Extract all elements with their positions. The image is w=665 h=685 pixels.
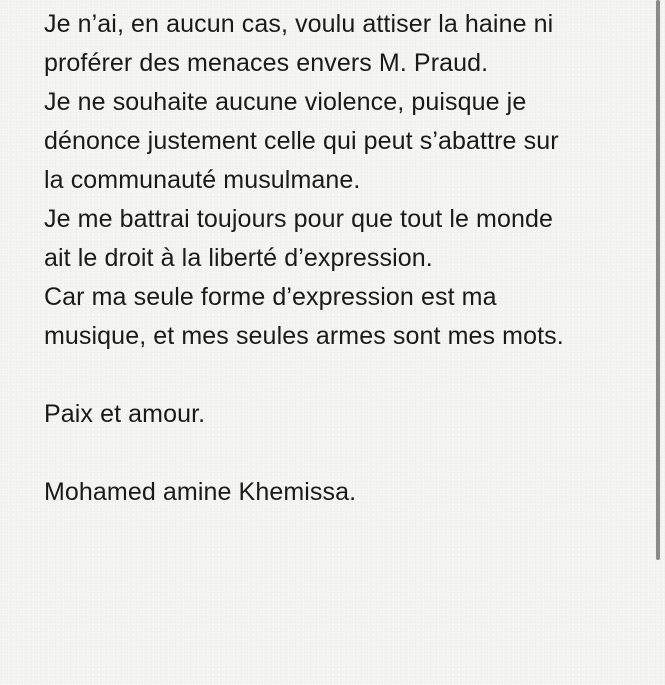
note-line: musique, et mes seules armes sont mes mots. xyxy=(44,322,564,350)
note-body[interactable] xyxy=(44,5,644,512)
blank-line xyxy=(44,434,644,473)
vertical-scrollbar[interactable] xyxy=(656,0,660,560)
signature-line: Mohamed amine Khemissa. xyxy=(44,478,357,506)
closing-line: Paix et amour. xyxy=(44,400,206,428)
blank-line xyxy=(44,356,644,395)
note-line: Je ne souhaite aucune violence, puisque je xyxy=(44,88,527,116)
note-line: ait le droit à la liberté d’expression. xyxy=(44,244,433,272)
note-line: Je n’ai, en aucun cas, voulu attiser la haine ni xyxy=(44,10,554,38)
note-line: Car ma seule forme d’expression est ma xyxy=(44,283,497,311)
note-line: dénonce justement celle qui peut s’abattre sur xyxy=(44,127,559,155)
note-line: Je me battrai toujours pour que tout le monde xyxy=(44,205,553,233)
note-line: proférer des menaces envers M. Praud. xyxy=(44,49,489,77)
note-line: la communauté musulmane. xyxy=(44,166,361,194)
